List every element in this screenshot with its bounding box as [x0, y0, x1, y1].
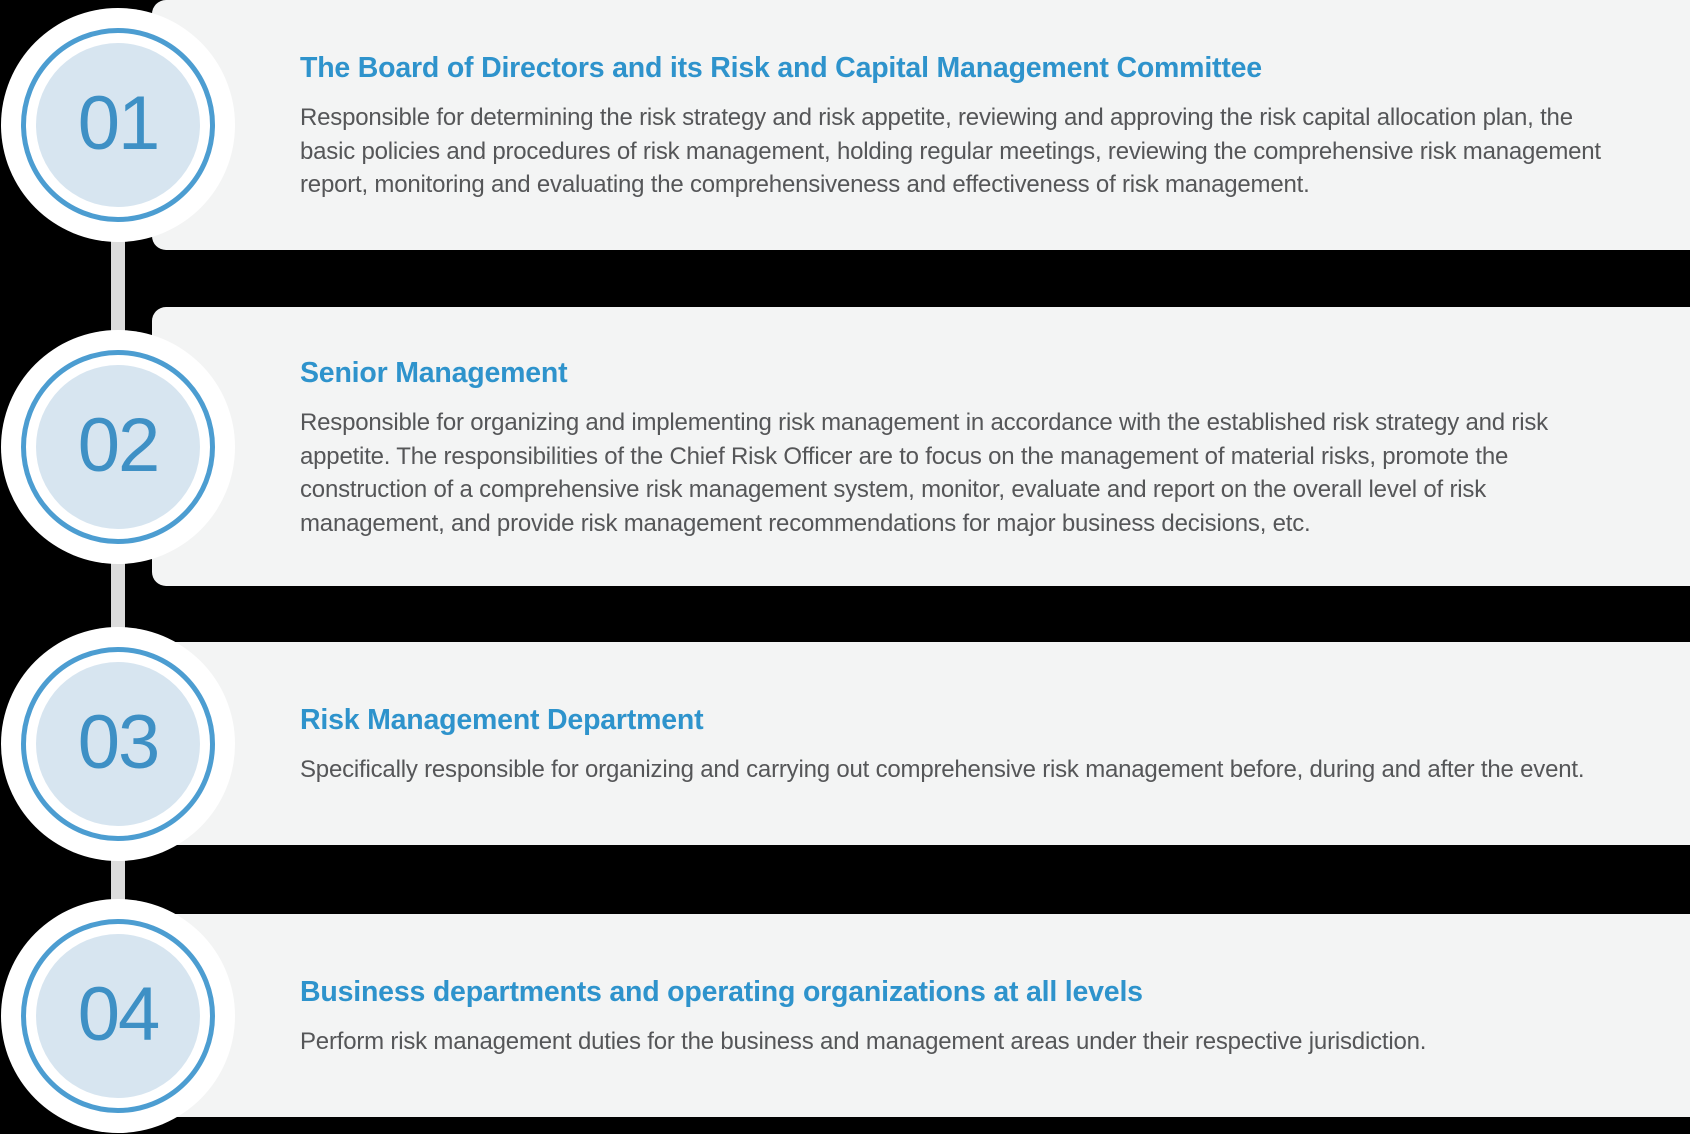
step-description: Responsible for determining the risk strategy and risk appetite, reviewing and approving the risk capital allocation plan, the basic policies and procedures of risk management, holding regular meetings, reviewing the comprehensive risk management report, monitoring and evaluating the comprehensiveness and effectiveness of risk management. — [300, 104, 1601, 199]
step-number: 03 — [77, 699, 159, 785]
step-title: Risk Management Department — [300, 704, 704, 737]
step-number-fill — [36, 662, 200, 826]
step-description: Responsible for organizing and implementing risk management in accordance with the established risk strategy and risk appetite. The responsibilities of the Chief Risk Officer are to focus on the management of material risks, promote the construction of a comprehensive risk management system, monitor, evaluate and report on the overall level of risk management, and provide risk management recommendations for major business decisions, etc. — [300, 409, 1548, 537]
step-description: Specifically responsible for organizing and carrying out comprehensive risk management before, during and after the event. — [300, 756, 1585, 784]
step-number: 02 — [77, 402, 159, 488]
step-description: Perform risk management duties for the business and management areas under their respective jurisdiction. — [300, 1028, 1427, 1056]
step-title: Senior Management — [300, 357, 568, 389]
step-panel — [152, 0, 1690, 250]
step-number-fill — [36, 365, 200, 529]
step-number-ring — [21, 350, 215, 544]
step-number-badge — [1, 330, 235, 564]
step-panel — [152, 307, 1690, 586]
step-number-ring — [21, 919, 215, 1113]
step-number: 01 — [77, 80, 159, 166]
step-number-badge — [1, 627, 235, 861]
step-number: 04 — [77, 971, 159, 1057]
step-number-badge — [1, 899, 235, 1133]
step-number-fill — [36, 43, 200, 207]
step-title: Business departments and operating organizations at all levels — [300, 976, 1143, 1009]
step-number-ring — [21, 28, 215, 222]
step-title: The Board of Directors and its Risk and Capital Management Committee — [300, 52, 1262, 85]
step-number-fill — [36, 934, 200, 1098]
step-panel — [152, 642, 1690, 845]
step-panel — [152, 914, 1690, 1117]
step-number-badge — [1, 8, 235, 242]
step-number-ring — [21, 647, 215, 841]
timeline-connector — [111, 120, 125, 1025]
